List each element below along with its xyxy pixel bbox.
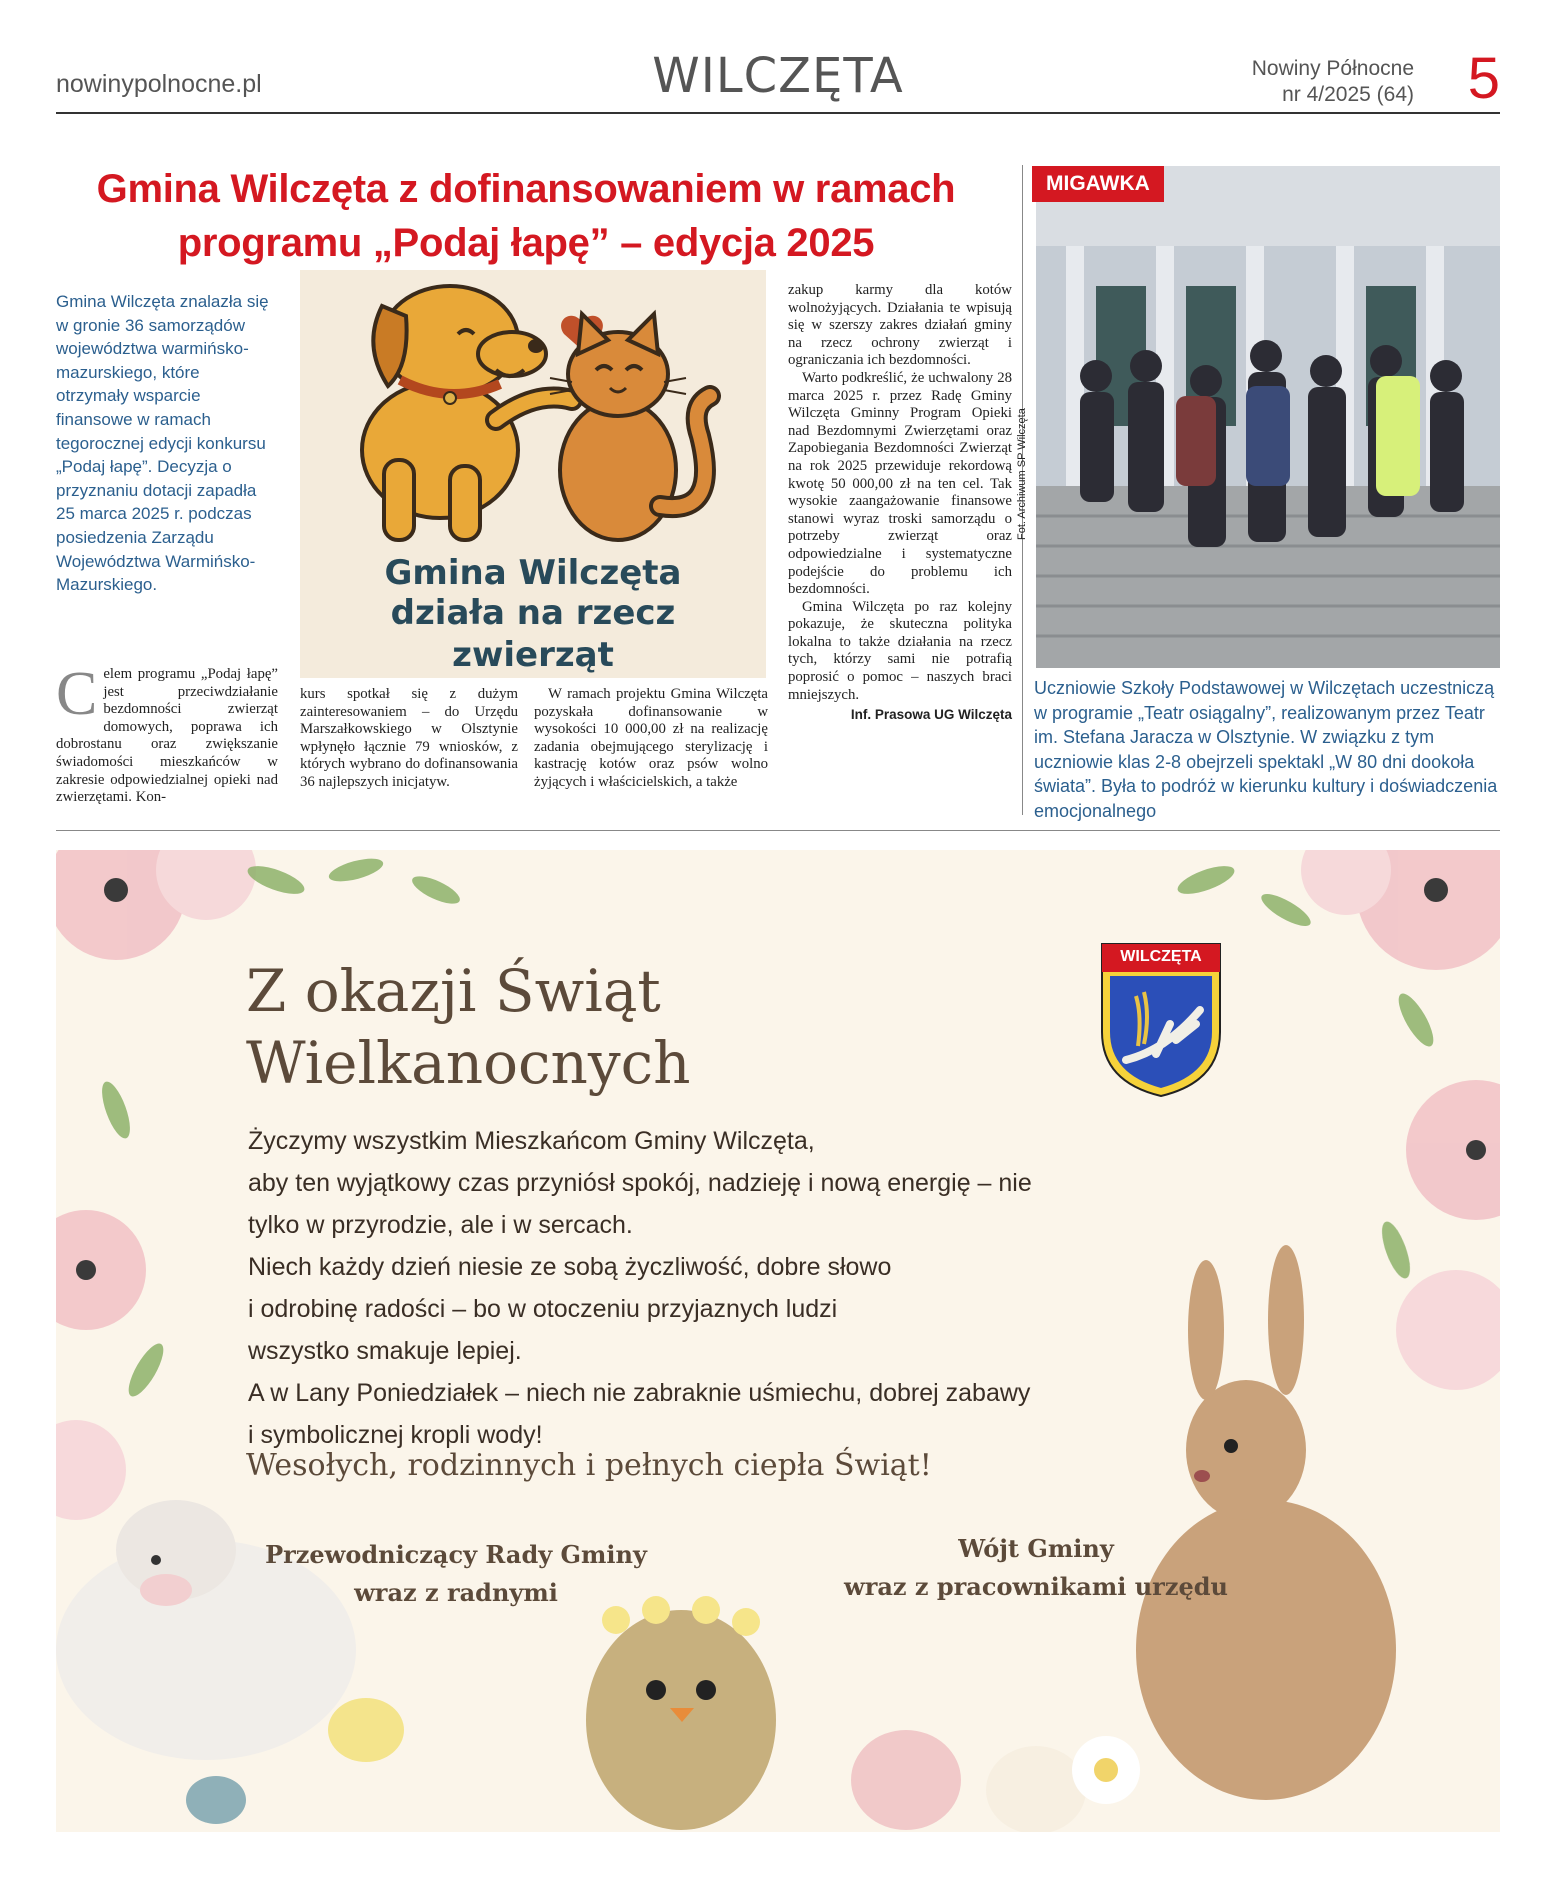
body-line: Niech każdy dzień niesie ze sobą życzliwość, dobre słowo — [248, 1253, 892, 1281]
illustration-caption — [300, 552, 766, 594]
paragraph: zakup karmy dla kotów wolnożyjących. Działania te wpisują się w szerszy zakres działań gminy na rzecz ochrony zwierząt i ograniczania ich bezdomności. — [788, 282, 1012, 369]
signature-council — [246, 1536, 666, 1612]
photo-credit: Fot. Archiwum SP Wilczęta — [1016, 408, 1028, 540]
title-line: Z okazji Świąt — [246, 957, 661, 1025]
title-line: Wielkanocnych — [246, 1029, 691, 1097]
site-url[interactable]: nowinypolnocne.pl — [56, 70, 262, 98]
migawka-label: MIGAWKA — [1032, 166, 1164, 202]
body-line: i odrobinę radości – bo w otoczeniu przyjaznych ludzi — [248, 1295, 838, 1323]
dog-cat-illustration — [300, 270, 766, 678]
article-lead: Gmina Wilczęta znalazła się w gronie 36 samorządów województwa warmińsko-mazurskiego, które otrzymały wsparcie finansowe w ramach tegorocznej edycji konkursu „Podaj łapę”. Decyzja o przyznaniu dotacji zapadła 25 marca 2025 r. podczas posiedzenia Zarządu Województwa Warmińsko-Mazurskiego. — [56, 292, 269, 595]
paragraph: kurs spotkał się z dużym zainteresowaniem – do Urzędu Marszałkowskiego w Olsztynie wpłynęło łącznie 79 wniosków, z których wybrano do dofinansowania 36 najlepszych inicjatyw. — [300, 686, 518, 790]
article-headline — [56, 162, 996, 270]
headline-line: programu „Podaj łapę” – edycja 2025 — [177, 221, 875, 265]
body-line: i symbolicznej kropli wody! — [248, 1421, 543, 1449]
body-line: wszystko smakuje lepiej. — [248, 1337, 522, 1365]
easter-title — [246, 955, 690, 1099]
caption-line: działa na rzecz — [390, 593, 676, 633]
caption-line: Gmina Wilczęta — [384, 553, 682, 593]
signature-line: Wójt Gminy — [958, 1534, 1114, 1563]
caption-line: zwierząt — [452, 635, 614, 675]
signature-line: wraz z radnymi — [354, 1578, 558, 1607]
article-column-4 — [788, 282, 1012, 724]
signature-line: wraz z pracownikami urzędu — [844, 1572, 1228, 1601]
paragraph: W ramach projektu Gmina Wilczęta pozyskała dofinansowanie w wysokości 10 000,00 zł na realizację zadania obejmującego sterylizację i kastrację kotów oraz psów wolno żyjących i właścicielskich, a także — [534, 686, 768, 790]
easter-body — [248, 1120, 1032, 1456]
photo-icon — [1036, 166, 1500, 668]
article-column-3 — [534, 686, 768, 792]
issue-number: nr 4/2025 (64) — [1282, 83, 1414, 106]
paragraph: elem programu „Podaj łapę” jest przeciwdziałanie bezdomności zwierząt domowych, poprawa ich dobrostanu oraz zwiększanie świadomości mieszkańców w zakresie odpowiedzialnej opieki nad zwierzętami. Kon- — [56, 666, 278, 806]
body-line: aby ten wyjątkowy czas przyniósł spokój, nadzieję i nową energię – nie — [248, 1169, 1032, 1197]
section-title: WILCZĘTA — [652, 48, 904, 104]
drop-cap: C — [56, 660, 98, 728]
article-column-2 — [300, 686, 518, 792]
theatre-group-photo — [1036, 166, 1500, 668]
paragraph: Gmina Wilczęta po raz kolejny pokazuje, że skuteczna polityka lokalna to także działania na rzecz tych, którzy sami nie potrafią poprosić o pomoc – naszych braci mniejszych. — [788, 598, 1012, 703]
page-header — [56, 0, 1500, 114]
wilczeta-crest — [1096, 940, 1226, 1100]
body-line: Życzymy wszystkim Mieszkańcom Gminy Wilczęta, — [248, 1127, 815, 1155]
issue-info — [1252, 56, 1414, 108]
body-line: A w Lany Poniedziałek – niech nie zabraknie uśmiechu, dobrej zabawy — [248, 1379, 1031, 1407]
section-divider — [56, 830, 1500, 831]
body-line: tylko w przyrodzie, ale i w sercach. — [248, 1211, 633, 1239]
headline-line: Gmina Wilczęta z dofinansowaniem w ramach — [96, 167, 956, 211]
easter-wish: Wesołych, rodzinnych i pełnych ciepła Świąt! — [246, 1448, 932, 1483]
signature-mayor — [796, 1530, 1276, 1606]
page-number: 5 — [1467, 46, 1500, 111]
paper-name: Nowiny Północne — [1251, 57, 1414, 80]
signature-line: Przewodniczący Rady Gminy — [265, 1540, 647, 1569]
illustration-caption-2 — [300, 592, 766, 676]
paragraph: Warto podkreślić, że uchwalony 28 marca 2025 r. przez Radę Gminy Wilczęta Gminny Program Opieki nad Bezdomnymi Zwierzętami oraz Zapobiegania Bezdomności Zwierząt na rok 2025 przewiduje rekordową kwotę 50 000,00 zł na ten cel. Tak wysokie zaangażowanie finansowe stanowi wyraz troski samorządu o potrzeby zwierząt oraz odpowiedzialne i systematyczne podejście do problemu ich bezdomności. — [788, 369, 1012, 598]
easter-greeting — [56, 850, 1500, 1832]
crest-label: WILCZĘTA — [1120, 948, 1202, 965]
migawka-caption: Uczniowie Szkoły Podstawowej w Wilczętach uczestniczą w programie „Teatr osiągalny”, realizowanym przez Teatr im. Stefana Jaracza w Olsztynie. W związku z tym uczniowie klas 2-8 obejrzeli spektakl „W 80 dni dookoła świata”. Była to podróż w kierunku kultury i doświadczenia emocjonalnego — [1034, 678, 1498, 821]
article-column-1 — [56, 660, 278, 807]
article-credit: Inf. Prasowa UG Wilczęta — [850, 707, 1012, 723]
